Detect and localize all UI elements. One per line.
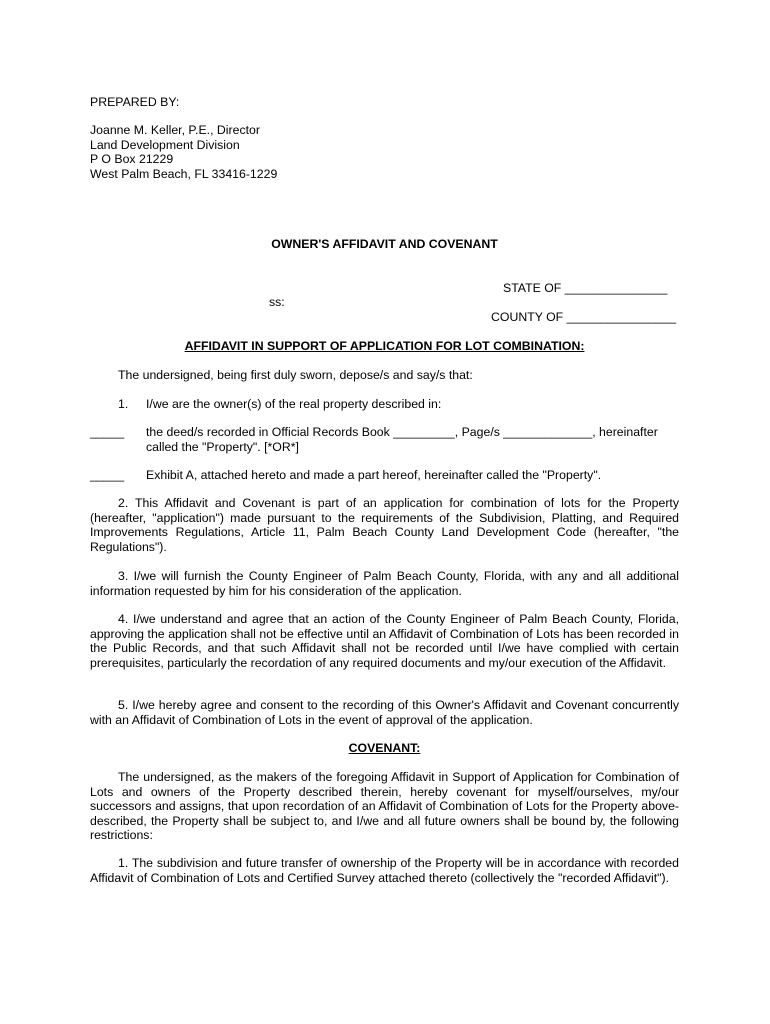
option-b-blank: _____ xyxy=(90,468,125,482)
preparer-po-box: P O Box 21229 xyxy=(90,152,174,166)
option-a-blank: _____ xyxy=(90,425,125,439)
preparer-city: West Palm Beach, FL 33416-1229 xyxy=(90,166,278,181)
prepared-by-heading: PREPARED BY: xyxy=(90,95,180,109)
state-of-field: STATE OF _______________ xyxy=(503,281,668,295)
document-title: OWNER'S AFFIDAVIT AND COVENANT xyxy=(271,237,498,251)
paragraph-5: 5. I/we hereby agree and consent to the recording of this Owner's Affidavit and Covenant concurrently with an Affidavit of Combination of Lots in the event of approval of the application. xyxy=(90,698,679,727)
covenant-heading: COVENANT: xyxy=(348,741,421,755)
option-a-line-1: the deed/s recorded in Official Records Book _________, Page/s _____________, hereinafter xyxy=(146,425,658,439)
option-a-line-2: called the "Property". [*OR*] xyxy=(146,439,299,454)
preparer-name: Joanne M. Keller, P.E., Director xyxy=(90,123,260,137)
paragraph-2: 2. This Affidavit and Covenant is part of an application for combination of lots for the Property (hereafter, "application") made pursuant to the requirements of the Subdivision, Platting, and Required Improvements Regulations, Article 11, Palm Beach County Land Development Code (hereafter, "the Regulations"). xyxy=(90,496,679,554)
paragraph-4: 4. I/we understand and agree that an action of the County Engineer of Palm Beach County, Florida, approving the application shall not be effective until an Affidavit of Combination of Lots has been recorded in the Public Records, and that such Affidavit shall not be recorded until I/we have complied with certain prerequisites, particularly the recordation of any required documents and my/our execution of the Affidavit. xyxy=(90,612,679,670)
preparer-division: Land Development Division xyxy=(90,137,240,152)
item-1-text: I/we are the owner(s) of the real property described in: xyxy=(146,397,442,411)
covenant-paragraph: The undersigned, as the makers of the foregoing Affidavit in Support of Application for Combination of Lots and owners of the Property described therein, hereby covenant for myself/ourselves, my/our successors and assigns, that upon recordation of an Affidavit of Combination of Lots for the Property above-described, the Property shall be subject to, and I/we and all future owners shall be bound by, the following restrictions: xyxy=(90,770,679,842)
option-b-text: Exhibit A, attached hereto and made a part hereof, hereinafter called the "Property". xyxy=(146,468,602,482)
covenant-item-1: 1. The subdivision and future transfer of ownership of the Property will be in accordance with recorded Affidavit of Combination of Lots and Certified Survey attached thereto (collectively the "recorded Affidavit"). xyxy=(90,856,679,885)
item-1-number: 1. xyxy=(118,397,129,411)
intro-text: The undersigned, being first duly sworn, depose/s and say/s that: xyxy=(118,368,473,382)
affidavit-subtitle: AFFIDAVIT IN SUPPORT OF APPLICATION FOR LOT COMBINATION: xyxy=(184,339,585,353)
county-of-field: COUNTY OF ________________ xyxy=(491,310,677,324)
paragraph-3: 3. I/we will furnish the County Engineer of Palm Beach County, Florida, with any and all additional information requested by him for his consideration of the application. xyxy=(90,569,679,598)
ss-label: ss: xyxy=(269,295,285,309)
